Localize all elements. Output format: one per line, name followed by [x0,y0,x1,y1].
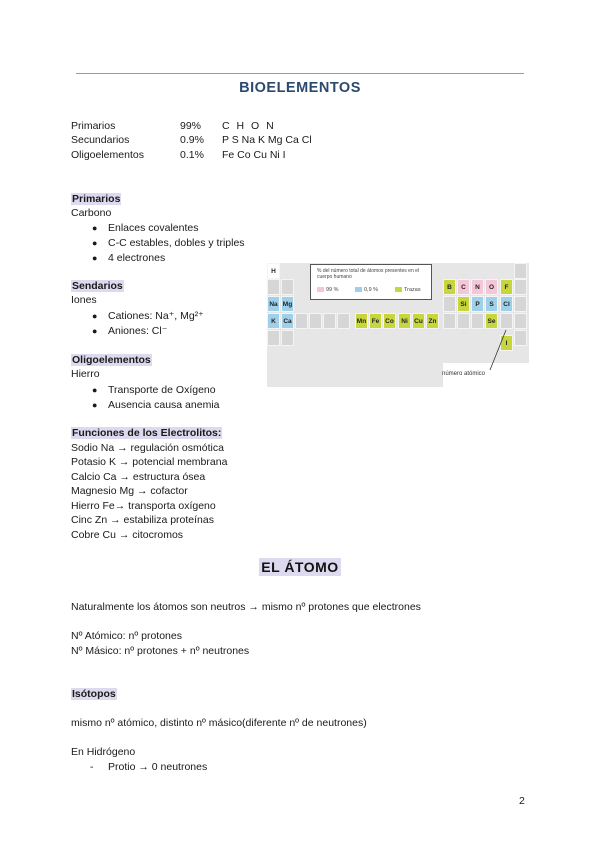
element-c: C [457,279,470,295]
element-empty [323,313,336,329]
primarios-heading: Primarios [72,193,121,205]
page-title: BIOELEMENTOS [239,80,361,96]
bullet-icon: ● [92,238,98,248]
element-ca: Ca [281,313,294,329]
summary-pct-2: 0.9% [180,134,204,146]
bullet-icon: ● [92,311,98,321]
primarios-bullet-3: 4 electrones [108,252,166,264]
element-empty [443,296,456,312]
summary-elements-2: P S Na K Mg Ca Cl [222,134,312,146]
top-rule [76,73,524,74]
element-cu: Cu [412,313,425,329]
element-empty [500,313,513,329]
legend-label-1: 99 % [326,287,339,293]
summary-pct-3: 0.1% [180,149,204,161]
element-f: F [500,279,513,295]
element-zn: Zn [426,313,439,329]
element-empty [281,279,294,295]
legend-title: % del número total de átomos presentes en el cuerpo humano [317,268,420,280]
bullet-icon: ● [92,400,98,410]
atomo-title: EL ÁTOMO [261,559,339,575]
primarios-sub: Carbono [71,207,112,219]
summary-name-1: Primarios [71,120,116,132]
electrolito-line-6: Cinc Zn → estabiliza proteínas [71,514,214,526]
bullet-icon: ● [92,326,98,336]
element-s: S [485,296,498,312]
element-fe: Fe [369,313,382,329]
page-number: 2 [519,795,525,807]
element-b: B [443,279,456,295]
element-mg: Mg [281,296,294,312]
electrolito-line-4: Magnesio Mg → cofactor [71,485,188,497]
electrolito-line-7: Cobre Cu → citocromos [71,529,184,541]
oligo-heading: Oligoelementos [72,354,151,366]
oligo-bullet-1: Transporte de Oxígeno [108,384,216,396]
element-empty [457,313,470,329]
electrolito-line-5: Hierro Fe→ transporta oxígeno [71,500,216,512]
periodic-table-legend [310,264,432,300]
bullet-icon: ● [92,385,98,395]
element-se: Se [485,313,498,329]
electrolito-line-1: Sodio Na → regulación osmótica [71,442,224,454]
sendarios-bullet-2: Aniones: Cl⁻ [108,325,168,337]
element-empty [514,330,527,346]
legend-swatch-pink [317,287,324,292]
hidrogeno-label: En Hidrógeno [71,746,136,758]
summary-name-3: Oligoelementos [71,149,144,161]
element-co: Co [383,313,396,329]
element-empty [443,313,456,329]
legend-swatch-yellow [395,287,402,292]
element-h: H [267,263,280,279]
primarios-bullet-1: Enlaces covalentes [108,222,199,234]
element-mn: Mn [355,313,368,329]
summary-name-2: Secundarios [71,134,130,146]
element-empty [514,263,527,279]
summary-elements-1: C H O N [222,120,276,132]
element-o: O [485,279,498,295]
dash-bullet: - [90,761,94,773]
isotopos-heading: Isótopos [72,688,116,700]
isotopos-definition: mismo nº atómico, distinto nº másico(diferente nº de neutrones) [71,717,367,729]
electrolito-line-3: Calcio Ca → estructura ósea [71,471,206,483]
protio-line: Protio → 0 neutrones [108,761,208,773]
element-p: P [471,296,484,312]
element-empty [295,313,308,329]
bullet-icon: ● [92,223,98,233]
element-empty [267,330,280,346]
element-ni: Ni [398,313,411,329]
element-empty [267,279,280,295]
electrolito-line-2: Potasio K → potencial membrana [71,456,228,468]
element-empty [514,296,527,312]
sendarios-heading: Sendarios [72,280,123,292]
sendarios-sub: Iones [71,294,97,306]
element-empty [514,313,527,329]
atomo-numero-atomico: Nº Atómico: nº protones [71,630,182,642]
atomo-numero-masico: Nº Másico: nº protones + nº neutrones [71,645,250,657]
element-k: K [267,313,280,329]
atomo-intro: Naturalmente los átomos son neutros → mismo nº protones que electrones [71,601,421,613]
element-n: N [471,279,484,295]
legend-label-2: 0,9 % [364,287,379,293]
element-empty [471,313,484,329]
element-empty [514,279,527,295]
element-si: Si [457,296,470,312]
oligo-bullet-2: Ausencia causa anemia [108,399,220,411]
legend-label-3: Trazas [404,287,421,293]
legend-swatch-blue [355,287,362,292]
summary-pct-1: 99% [180,120,202,132]
bullet-icon: ● [92,253,98,263]
element-i: I [500,335,513,351]
sendarios-bullet-1: Cationes: Na⁺, Mg²⁺ [108,310,204,322]
electrolitos-heading: Funciones de los Electrolitos: [72,427,222,439]
element-empty [281,330,294,346]
oligo-sub: Hierro [71,368,100,380]
summary-elements-3: Fe Co Cu Ni I [222,149,286,161]
element-empty [309,313,322,329]
primarios-bullet-2: C-C estables, dobles y triples [108,237,245,249]
numero-atomico-label: número atómico [442,371,486,377]
pointer-line [480,328,510,376]
element-na: Na [267,296,280,312]
element-empty [337,313,350,329]
element-cl: Cl [500,296,513,312]
